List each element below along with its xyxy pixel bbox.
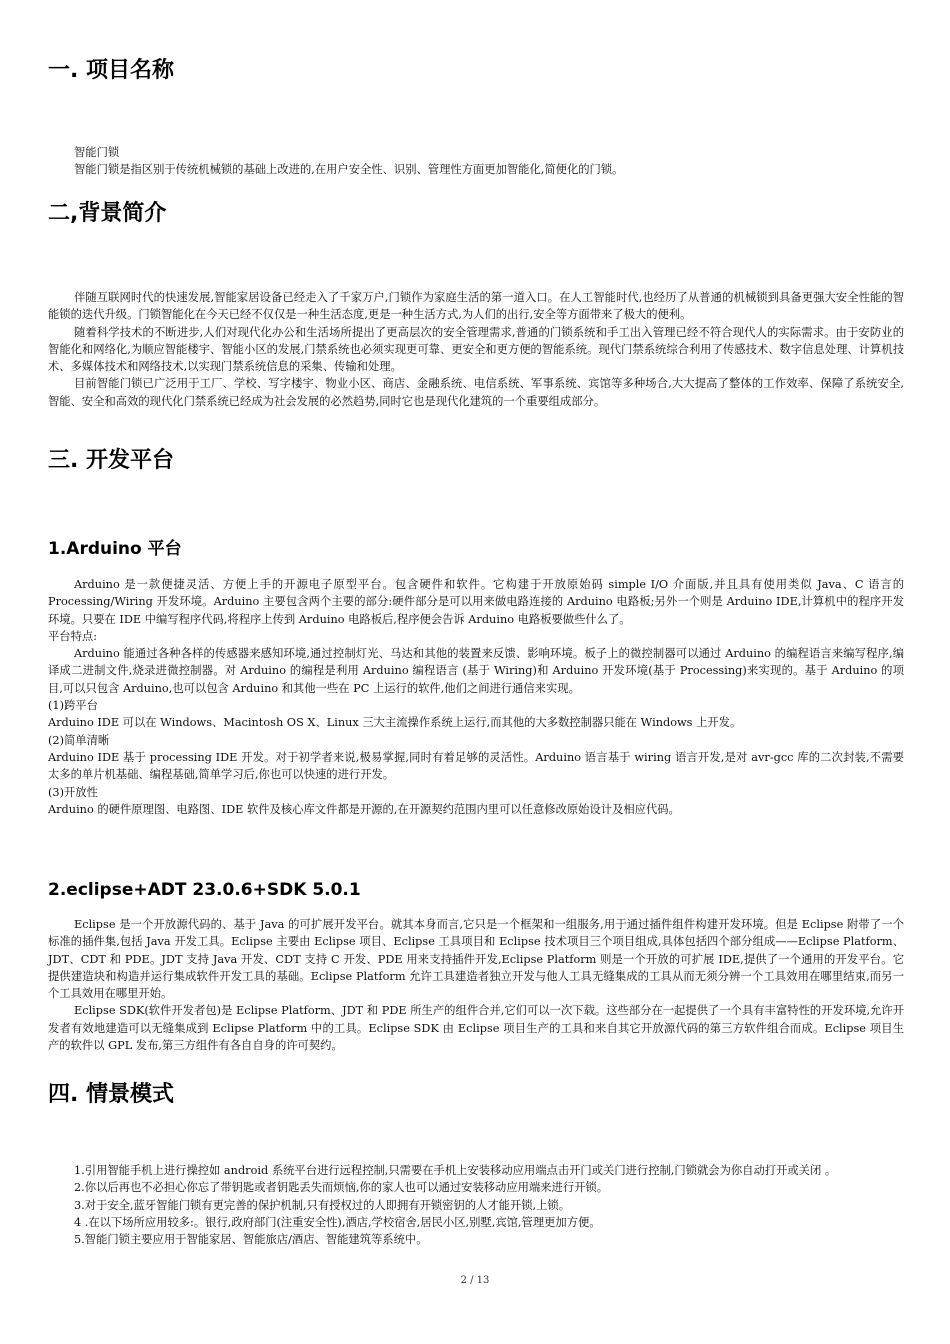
arduino-body	[48, 576, 904, 818]
background-paragraph: 目前智能门锁已广泛用于工厂、学校、写字楼宇、物业小区、商店、金融系统、电信系统、军事系统、宾馆等多种场合,大大提高了整体的工作效率、保障了系统安全,智能、安全和高效的现代化门禁系统已经成为社会发展的必然趋势,同时它也是现代化建筑的一个重要组成部分。	[48, 377, 904, 408]
scenario-item: 5.智能门锁主要应用于智能家居、智能旅店/酒店、智能建筑等系统中。	[74, 1233, 428, 1247]
features-label: 平台特点:	[48, 629, 97, 643]
section-1-heading: 一. 项目名称	[48, 58, 175, 83]
feature-2-text: Arduino IDE 基于 processing IDE 开发。对于初学者来说,极易掌握,同时有着足够的灵活性。Arduino 语言基于 wiring 语言开发,是对 avr-gcc 库的二次封装,不需要太多的单片机基础、编程基础,简单学习后,你也可以快速的进行开发。	[48, 750, 904, 782]
project-name-text: 智能门锁	[74, 146, 120, 159]
arduino-intro: Arduino 是一款便捷灵活、方便上手的开源电子原型平台。包含硬件和软件。它构建于开放原始码 simple I/O 介面版,并且具有使用类似 Java、C 语言的 Processing/Wiring 开发环境。Arduino 主要包含两个主要的部分:硬件部分是可以用来做电路连接的 Arduino 电路板;另外一个则是 Arduino IDE,计算机中的程序开发环境。只要在 IDE 中编写程序代码,将程序上传到 Arduino 电路板后,程序便会告诉 Arduino 电路板要做些什么了。	[48, 578, 904, 626]
scenario-item: 1.引用智能手机上进行操控如 android 系统平台进行远程控制,只需要在手机上安装移动应用端点击开门或关门进行控制,门锁就会为你自动打开或关闭 。	[74, 1164, 837, 1177]
feature-1-text: Arduino IDE 可以在 Windows、Macintosh OS X、Linux 三大主流操作系统上运行,而其他的大多数控制器只能在 Windows 上开发。	[48, 716, 742, 730]
page-number: 2 / 13	[460, 1275, 490, 1286]
eclipse-subheading: 2.eclipse+ADT 23.0.6+SDK 5.0.1	[48, 880, 361, 900]
scenario-item: 2.你以后再也不必担心你忘了带钥匙或者钥匙丢失而烦恼,你的家人也可以通过安装移动应用端来进行开锁。	[74, 1181, 609, 1195]
section-1-body	[48, 144, 930, 179]
feature-2-title: (2)简单清晰	[48, 733, 110, 747]
background-paragraph: 伴随互联网时代的快速发展,智能家居设备已经走入了千家万户,门锁作为家庭生活的第一道入口。在人工智能时代,也经历了从普通的机械锁到具备更强大安全性能的智能锁的迭代升级。门锁智能化在今天已经不仅仅是一种生活态度,更是一种生活方式,为人们的出行,安全等方面带来了极大的便利。	[48, 291, 904, 322]
project-description-text: 智能门锁是指区别于传统机械锁的基础上改进的,在用户安全性、识别、管理性方面更加智能化,简便化的门锁。	[74, 163, 624, 177]
background-paragraph: 随着科学技术的不断进步,人们对现代化办公和生活场所提出了更高层次的安全管理需求,普通的门锁系统和手工出入管理已经不符合现代人的实际需求。由于安防业的智能化和网络化,为顺应智能楼宇、智能小区的发展,门禁系统也必须实现更可靠、更安全和更方便的智能系统。现代门禁系统综合利用了传感技术、数字信息处理、计算机技术、多媒体技术和网络技术,以实现门禁系统信息的采集、传输和处理。	[48, 325, 904, 374]
section-3-heading: 三. 开发平台	[48, 448, 175, 473]
section-4-heading: 四. 情景模式	[48, 1082, 175, 1107]
features-description: Arduino 能通过各种各样的传感器来感知环境,通过控制灯光、马达和其他的装置来反馈、影响环境。板子上的微控制器可以通过 Arduino 的编程语言来编写程序,编译成二进制文件,烧录进微控制器。对 Arduino 的编程是利用 Arduino 编程语言 (基于 Wiring)和 Arduino 开发环境(基于 Processing)来实现的。基于 Arduino 的项目,可以只包含 Arduino,也可以包含 Arduino 和其他一些在 PC 上运行的软件,他们之间进行通信来实现。	[48, 647, 904, 695]
feature-3-title: (3)开放性	[48, 785, 98, 799]
arduino-subheading: 1.Arduino 平台	[48, 539, 182, 559]
eclipse-paragraph-1: Eclipse 是一个开放源代码的、基于 Java 的可扩展开发平台。就其本身而言,它只是一个框架和一组服务,用于通过插件组件构建开发环境。但是 Eclipse 附带了一个标准的插件集,包括 Java 开发工具。Eclipse 主要由 Eclipse 项目、Eclipse 工具项目和 Eclipse 技术项目三个项目组成,具体包括四个部分组成——Eclipse Platform、JDT、CDT 和 PDE。JDT 支持 Java 开发、CDT 支持 C 开发、PDE 用来支持插件开发,Eclipse Platform 则是一个开放的可扩展 IDE,提供了一个通用的开发平台。它提供建造块和构造并运行集成软件开发工具的基础。Eclipse Platform 允许工具建造者独立开发与他人工具无缝集成的工具从而无须分辨一个工具效用在哪里结束,而另一个工具效用在哪里开始。	[48, 918, 904, 1001]
eclipse-paragraph-2: Eclipse SDK(软件开发者包)是 Eclipse Platform、JDT 和 PDE 所生产的组件合并,它们可以一次下载。这些部分在一起提供了一个具有丰富特性的开发环境,允许开发者有效地建造可以无缝集成到 Eclipse Platform 中的工具。Eclipse SDK 由 Eclipse 项目生产的工具和来自其它开放源代码的第三方软件组合而成。Eclipse 项目生产的软件以 GPL 发布,第三方组件有各自自身的许可契约。	[48, 1004, 904, 1053]
eclipse-body	[48, 916, 904, 1054]
feature-3-text: Arduino 的硬件原理图、电路图、IDE 软件及核心库文件都是开源的,在开源契约范围内里可以任意修改原始设计及相应代码。	[48, 802, 680, 816]
feature-1-title: (1)跨平台	[48, 699, 98, 713]
section-2-body	[48, 289, 904, 410]
scenario-item: 3.对于安全,蓝牙智能门锁有更完善的保护机制,只有授权过的人即拥有开锁密钥的人才能开锁,上锁。	[74, 1198, 571, 1212]
section-2-heading: 二,背景简介	[48, 201, 167, 226]
scenario-item: 4 .在以下场所应用较多:。银行,政府部门(注重安全性),酒店,学校宿舍,居民小区,别墅,宾馆,管理更加方便。	[74, 1215, 601, 1229]
scenario-list	[48, 1162, 904, 1248]
